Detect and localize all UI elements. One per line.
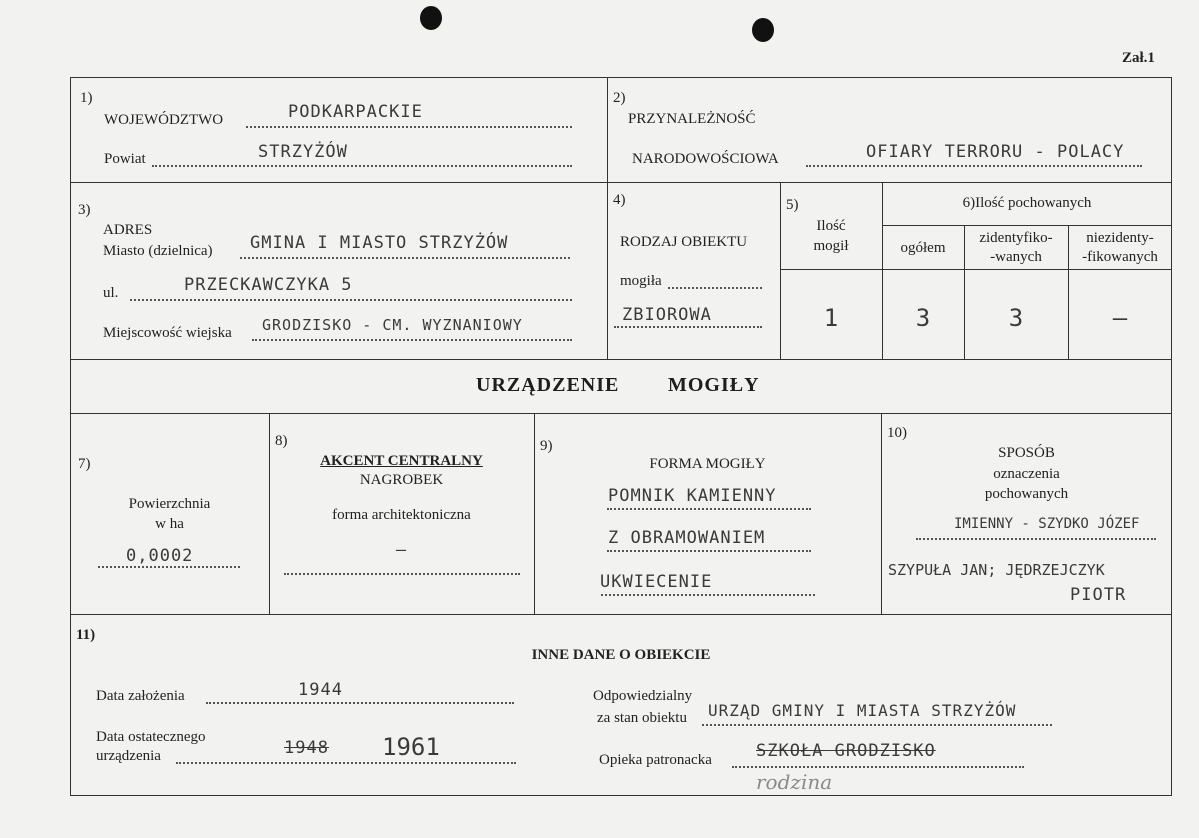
- founded-date-value: 1944: [298, 680, 343, 700]
- patronage-value-struck: SZKOŁA GRODZISKO: [756, 741, 936, 761]
- buried-identified-header-1: zidentyfiko-: [979, 230, 1053, 246]
- address-label: ADRES: [103, 222, 153, 238]
- grave-form-value-2: Z OBRAMOWANIEM: [608, 528, 766, 548]
- last-arrangement-label-2: urządzenia: [96, 748, 161, 764]
- graves-count-label-1: Ilość: [816, 218, 846, 234]
- central-accent-label: AKCENT CENTRALNY: [320, 453, 483, 469]
- punch-hole-left: [420, 6, 442, 30]
- marking-value-2: SZYPUŁA JAN; JĘDRZEJCZYK: [888, 561, 1105, 579]
- county-value: STRZYŻÓW: [258, 142, 348, 162]
- village-label: Miejscowość wiejska: [103, 325, 232, 341]
- area-value: 0,0002: [126, 546, 194, 566]
- architectural-form-dotted-line: [284, 573, 520, 575]
- responsible-value: URZĄD GMINY I MIASTA STRZYŻÓW: [708, 701, 1017, 720]
- attachment-label: Zał.1: [1122, 50, 1155, 66]
- other-data-heading: INNE DANE O OBIEKCIE: [531, 647, 711, 663]
- last-arrangement-label-1: Data ostatecznego: [96, 729, 206, 745]
- punch-hole-right: [752, 18, 774, 42]
- grave-form-value-3: UKWIECENIE: [600, 572, 713, 592]
- grave-sub-label: mogiła: [620, 273, 662, 289]
- row-divider-3: [70, 413, 1172, 414]
- last-arrangement-value-struck: 1948: [284, 738, 329, 758]
- marking-value-1: IMIENNY - SZYDKO JÓZEF: [954, 516, 1140, 532]
- responsible-dotted-line: [702, 724, 1052, 726]
- buried-unidentified-header-1: niezidenty-: [1086, 230, 1154, 246]
- responsible-label-1: Odpowiedzialny: [593, 688, 693, 704]
- patronage-value: rodzina: [756, 770, 833, 794]
- buried-identified-value: 3: [1008, 304, 1024, 332]
- grave-form-value-1: POMNIK KAMIENNY: [608, 486, 777, 506]
- s11-number: 11): [76, 627, 96, 643]
- county-label: Powiat: [104, 151, 146, 167]
- buried-unidentified-header-2: -fikowanych: [1082, 249, 1158, 265]
- marking-label-3: pochowanych: [984, 486, 1069, 502]
- city-value: GMINA I MIASTO STRZYŻÓW: [250, 233, 509, 253]
- founded-date-label: Data założenia: [96, 688, 185, 704]
- s10-number: 10): [887, 425, 907, 441]
- street-value: PRZECKAWCZYKA 5: [184, 275, 353, 295]
- street-dotted-line: [130, 299, 572, 301]
- grave-form-dotted-line-1: [607, 508, 811, 510]
- graves-count-label-2: mogił: [813, 238, 849, 254]
- s7-number: 7): [78, 456, 91, 472]
- nationality-value: OFIARY TERRORU - POLACY: [866, 142, 1125, 162]
- voivodeship-dotted-line: [246, 126, 572, 128]
- patronage-label: Opieka patronacka: [599, 752, 712, 768]
- voivodeship-value: PODKARPACKIE: [288, 102, 423, 122]
- s8-number: 8): [275, 433, 288, 449]
- architectural-form-label: forma architektoniczna: [332, 507, 471, 523]
- street-label: ul.: [103, 285, 119, 301]
- col-divider-a: [607, 77, 608, 359]
- last-arrangement-dotted-line: [176, 762, 516, 764]
- last-arrangement-value: 1961: [382, 733, 440, 761]
- s9-number: 9): [540, 438, 553, 454]
- patronage-dotted-line: [732, 766, 1024, 768]
- grave-type-dotted-line-2: [614, 326, 762, 328]
- graves-count-value: 1: [823, 304, 839, 332]
- grave-form-dotted-line-2: [607, 550, 811, 552]
- voivodeship-label: WOJEWÓDZTWO: [104, 112, 224, 128]
- row-divider-4: [70, 614, 1172, 615]
- area-label-1: Powierzchnia: [128, 496, 211, 512]
- s2-number: 2): [613, 90, 626, 106]
- nationality-label-1: PRZYNALEŻNOŚĆ: [628, 111, 756, 127]
- marking-value-3: PIOTR: [1070, 585, 1127, 605]
- founded-date-dotted-line: [206, 702, 514, 704]
- area-dotted-line: [98, 566, 240, 568]
- buried-unidentified-value: –: [1112, 304, 1128, 332]
- architectural-form-value: –: [395, 540, 408, 560]
- area-label-2: w ha: [155, 516, 184, 532]
- tombstone-label: NAGROBEK: [359, 472, 444, 488]
- marking-label-2: oznaczenia: [993, 466, 1060, 482]
- col-divider-g: [534, 413, 535, 614]
- s4-number: 4): [613, 192, 626, 208]
- grave-arrangement-heading-word2: MOGIŁY: [668, 374, 760, 396]
- village-value: GRODZISKO - CM. WYZNANIOWY: [262, 316, 523, 334]
- grave-arrangement-heading-word1: URZĄDZENIE: [476, 374, 620, 396]
- buried-count-title: 6)Ilość pochowanych: [962, 195, 1092, 211]
- city-dotted-line: [240, 257, 570, 259]
- buried-total-header: ogółem: [900, 240, 946, 256]
- object-type-value: ZBIOROWA: [622, 305, 712, 325]
- grave-form-label: FORMA MOGIŁY: [649, 456, 766, 472]
- responsible-label-2: za stan obiektu: [597, 710, 687, 726]
- county-dotted-line: [152, 165, 572, 167]
- s1-number: 1): [80, 90, 93, 106]
- city-label: Miasto (dzielnica): [103, 243, 213, 259]
- nationality-dotted-line: [806, 165, 1142, 167]
- row-divider-2: [70, 359, 1172, 360]
- col-divider-b: [780, 182, 781, 359]
- object-type-label: RODZAJ OBIEKTU: [620, 234, 748, 250]
- s3-number: 3): [78, 202, 91, 218]
- village-dotted-line: [252, 339, 572, 341]
- marking-label-1: SPOSÓB: [998, 445, 1055, 461]
- grave-type-dotted-line-1: [668, 287, 762, 289]
- marking-dotted-line: [916, 538, 1156, 540]
- nationality-label-2: NARODOWOŚCIOWA: [632, 151, 779, 167]
- buried-total-value: 3: [915, 304, 931, 332]
- s5-number: 5): [786, 197, 799, 213]
- row-divider-1: [70, 182, 1172, 183]
- grave-form-dotted-line-3: [601, 594, 815, 596]
- s6-header-divider: [882, 225, 1172, 226]
- s5-s6-header-bottom: [780, 269, 1172, 270]
- col-divider-h: [881, 413, 882, 614]
- buried-identified-header-2: -wanych: [990, 249, 1042, 265]
